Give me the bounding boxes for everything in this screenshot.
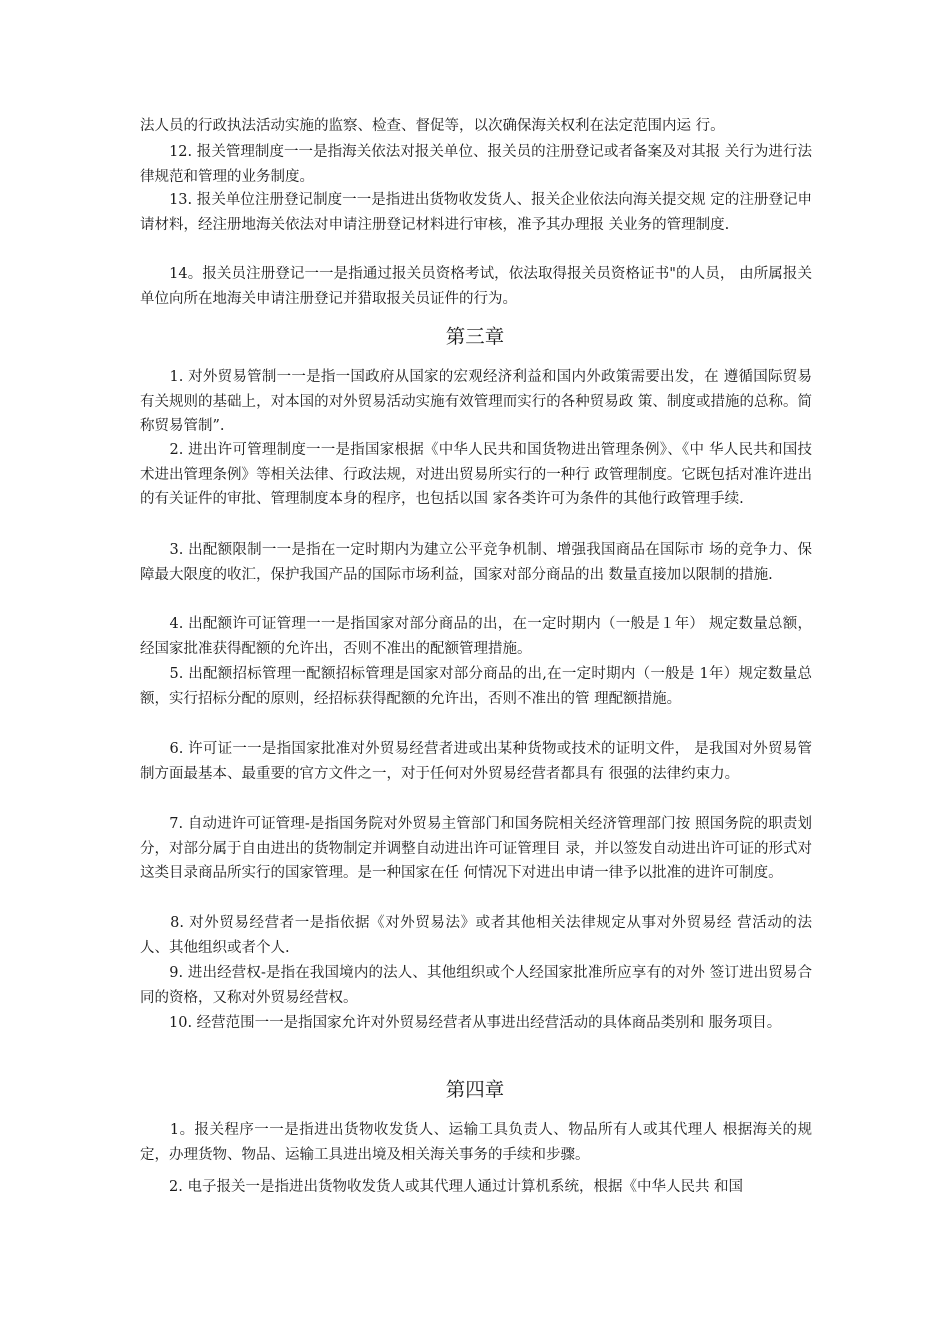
chapter-3-item-4: 4. 出配额许可证管理一一是指国家对部分商品的出，在一定时期内（一般是１年） 规定数量总额，经国家批准获得配额的允许出，否则不准出的配额管理措施。 [140,616,812,657]
chapter-4-heading: 第四章 [445,1078,505,1101]
chapter-3-item-7: 7. 自动进许可证管理-是指国务院对外贸易主管部门和国务院相关经济管理部门按 照国务院的职责划分，对部分属于自由进出的货物制定并调整自动进出许可证管理目 录，并以签发自动进出许可证的形式对这类目录商品所实行的国家管理。是一种国家在任 何情况下对进出申请一律予以批准的进许可制度。 [140,816,812,881]
chapter-3-item-3: 3. 出配额限制一一是指在一定时期内为建立公平竞争机制、增强我国商品在国际市 场的竞争力、保障最大限度的收汇，保护我国产品的国际市场利益，国家对部分商品的出 数量直接加以限制的措施. [140,542,812,583]
paragraph-intro-13: 13. 报关单位注册登记制度一一是指进出货物收发货人、报关企业依法向海关提交规 定的注册登记申请材料，经注册地海关依法对申请注册登记材料进行审核，准予其办理报 关业务的管理制度. [140,192,812,233]
paragraph-intro-12: 12. 报关管理制度一一是指海关依法对报关单位、报关员的注册登记或者备案及对其报 关行为进行法律规范和管理的业务制度。 [140,144,812,185]
chapter-3-item-2: 2. 进出许可管理制度一一是指国家根据《中华人民共和国货物进出管理条例》、《中 华人民共和国技术进出管理条例》等相关法律、行政法规，对进出贸易所实行的一种行 政管理制度。它既包括对准许进出的有关证件的审批、管理制度本身的程序，也包括以国 家各类许可为条件的其他行政管理手续. [140,442,812,507]
paragraph-intro-14: 14。报关员注册登记一一是指通过报关员资格考试，依法取得报关员资格证书"的人员， 由所属报关单位向所在地海关申请注册登记并猎取报关员证件的行为。 [140,266,812,307]
chapter-3-heading: 第三章 [445,325,505,348]
chapter-3-item-9: 9. 进出经营权-是指在我国境内的法人、其他组织或个人经国家批准所应享有的对外 签订进出贸易合同的资格，又称对外贸易经营权。 [140,965,812,1006]
chapter-3-item-1: 1. 对外贸易管制一一是指一国政府从国家的宏观经济利益和国内外政策需要出发，在 遵循国际贸易有关规则的基础上，对本国的对外贸易活动实施有效管理而实行的各种贸易政 策、制度或措施的总称。简称贸易管制”. [140,369,812,434]
paragraph-intro-1: 法人员的行政执法活动实施的监察、检查、督促等，以次确保海关权利在法定范围内运 行。 [140,118,725,134]
chapter-3-item-6: 6. 许可证一一是指国家批准对外贸易经营者进或出某种货物或技术的证明文件， 是我国对外贸易管制方面最基本、最重要的官方文件之一，对于任何对外贸易经营者都具有 很强的法律约束力。 [140,741,812,782]
chapter-4-item-2: 2. 电子报关一是指进出货物收发货人或其代理人通过计算机系统，根据《中华人民共 和国 [140,1179,744,1195]
chapter-3-item-8: 8. 对外贸易经营者一是指依据《对外贸易法》或者其他相关法律规定从事对外贸易经 营活动的法人、其他组织或者个人. [140,915,812,956]
chapter-3-item-5: 5. 出配额招标管理一配额招标管理是国家对部分商品的出,在一定时期内（一般是 1年）规定数量总额，实行招标分配的原则，经招标获得配额的允许出，否则不准出的管 理配额措施。 [140,666,812,707]
chapter-3-item-10: 10. 经营范围一一是指国家允许对外贸易经营者从事进出经营活动的具体商品类别和 服务项目。 [140,1015,782,1031]
chapter-4-item-1: 1。报关程序一一是指进出货物收发货人、运输工具负责人、物品所有人或其代理人 根据海关的规定，办理货物、物品、运输工具进出境及相关海关事务的手续和步骤。 [140,1122,812,1163]
